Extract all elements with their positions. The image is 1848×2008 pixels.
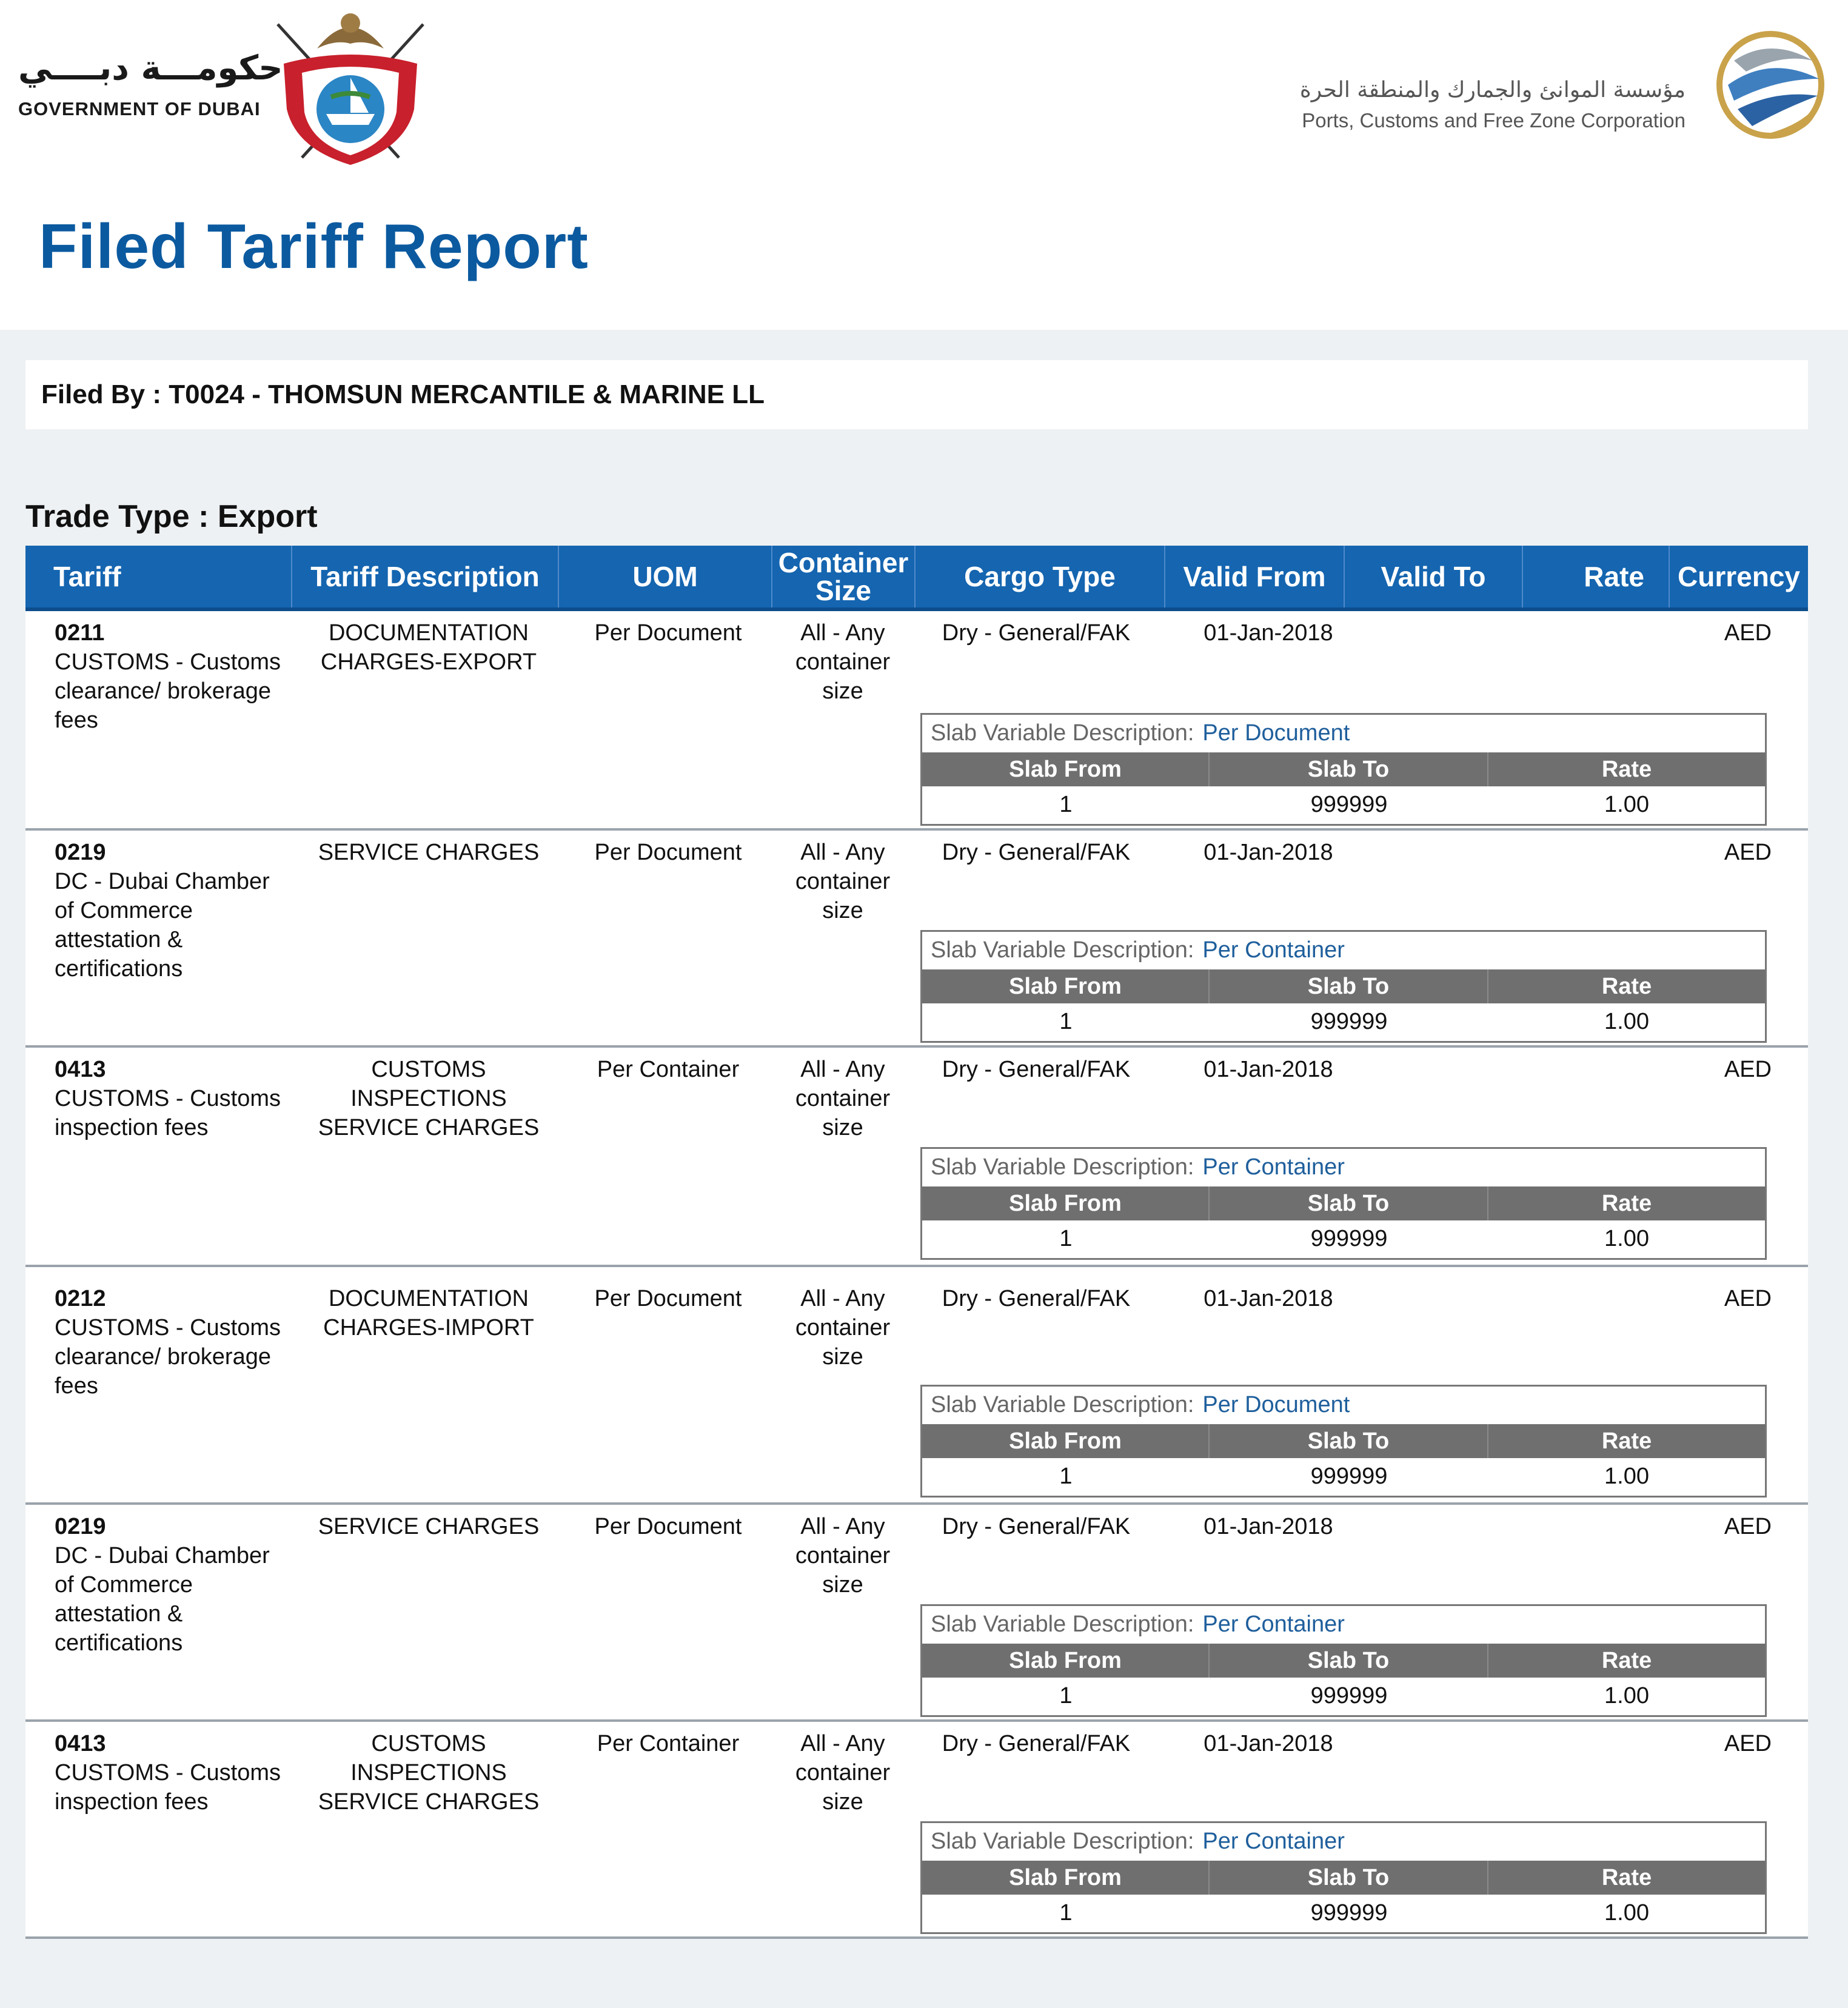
tariff-code: 0219 bbox=[55, 1514, 106, 1539]
slab-header-from: Slab From bbox=[922, 969, 1210, 1003]
container-size-line: size bbox=[822, 1344, 863, 1370]
valid-from: 01-Jan-2018 bbox=[1204, 620, 1333, 646]
tariff-description bbox=[310, 1512, 547, 1541]
description-line: SERVICE CHARGES bbox=[318, 840, 540, 865]
tariff-name-line: DC - Dubai Chamber bbox=[55, 869, 270, 894]
description-line: CUSTOMS bbox=[371, 1731, 486, 1756]
container-size bbox=[775, 1729, 911, 1816]
slab-from: 1 bbox=[1059, 1464, 1073, 1489]
description-line: DOCUMENTATION bbox=[328, 1286, 529, 1311]
slab-to: 999999 bbox=[1310, 792, 1388, 817]
description-line: CHARGES-EXPORT bbox=[320, 649, 537, 675]
table-body bbox=[25, 611, 1808, 1939]
table-row bbox=[25, 611, 1808, 831]
slab-from: 1 bbox=[1059, 792, 1073, 817]
tariff-code: 0219 bbox=[55, 840, 106, 865]
slab-header-rate: Rate bbox=[1601, 1648, 1652, 1673]
container-size-line: size bbox=[822, 1789, 863, 1815]
container-size-line: container bbox=[795, 649, 891, 675]
table-row bbox=[25, 1267, 1808, 1505]
description-line: CUSTOMS bbox=[371, 1057, 486, 1082]
slab-desc-value: Per Container bbox=[1202, 1154, 1345, 1180]
container-size-line: All - Any bbox=[800, 1731, 885, 1756]
container-size-line: size bbox=[822, 1572, 863, 1598]
currency-value: AED bbox=[1724, 840, 1772, 865]
tariff-name-line: CUSTOMS - Customs bbox=[55, 1760, 281, 1785]
slab-from: 1 bbox=[1059, 1900, 1073, 1926]
uom-value: Per Container bbox=[597, 1731, 740, 1756]
cargo-type: Dry - General/FAK bbox=[942, 620, 1131, 646]
container-size bbox=[775, 838, 911, 925]
header-cargo-type: Cargo Type bbox=[916, 546, 1165, 607]
description-line: SERVICE CHARGES bbox=[318, 1789, 540, 1815]
description-line: SERVICE CHARGES bbox=[318, 1115, 540, 1140]
header-rate: Rate bbox=[1523, 546, 1670, 607]
description-line: CHARGES-IMPORT bbox=[323, 1315, 534, 1340]
trade-type-heading: Trade Type : Export bbox=[25, 499, 318, 534]
slab-desc-label: Slab Variable Description: bbox=[931, 1392, 1194, 1417]
tariff-cell bbox=[55, 618, 297, 735]
tariff-name-line: of Commerce bbox=[55, 898, 193, 923]
slab-to: 999999 bbox=[1310, 1900, 1388, 1926]
slab-rate: 1.00 bbox=[1604, 1009, 1649, 1034]
slab-rate: 1.00 bbox=[1604, 1683, 1649, 1708]
description-line: INSPECTIONS bbox=[350, 1086, 507, 1111]
container-size-line: All - Any bbox=[800, 1057, 885, 1082]
description-line: SERVICE CHARGES bbox=[318, 1514, 540, 1539]
slab-variable-description bbox=[922, 1606, 1765, 1644]
tariff-name-line: certifications bbox=[55, 956, 183, 982]
globe-icon bbox=[1710, 24, 1831, 146]
tariff-name-line: attestation & bbox=[55, 1601, 183, 1627]
table-header bbox=[25, 546, 1808, 611]
tariff-name-line: CUSTOMS - Customs bbox=[55, 1086, 281, 1111]
uom-value: Per Document bbox=[594, 1514, 742, 1539]
tariff-cell bbox=[55, 1729, 297, 1816]
slab-variable-description bbox=[922, 1823, 1765, 1861]
slab-rate: 1.00 bbox=[1604, 1900, 1649, 1926]
slab-desc-value: Per Document bbox=[1202, 720, 1350, 746]
header-valid-from: Valid From bbox=[1165, 546, 1345, 607]
slab-desc-value: Per Container bbox=[1202, 937, 1345, 963]
government-of-dubai-logo bbox=[17, 6, 441, 170]
slab-header-from: Slab From bbox=[922, 1861, 1210, 1895]
slab-table bbox=[920, 1821, 1767, 1934]
slab-variable-description bbox=[922, 1149, 1765, 1186]
slab-desc-label: Slab Variable Description: bbox=[931, 1154, 1194, 1180]
uom-value: Per Document bbox=[594, 840, 742, 865]
container-size-line: container bbox=[795, 1315, 891, 1340]
slab-to: 999999 bbox=[1310, 1226, 1388, 1251]
tariff-name-line: attestation & bbox=[55, 927, 183, 952]
slab-header bbox=[922, 1424, 1765, 1458]
container-size bbox=[775, 1284, 911, 1371]
header-valid-to: Valid To bbox=[1345, 546, 1523, 607]
header-container-size bbox=[772, 546, 916, 607]
container-size-line: container bbox=[795, 1760, 891, 1785]
tariff-name-line: CUSTOMS - Customs bbox=[55, 1315, 281, 1340]
slab-row bbox=[922, 1458, 1765, 1494]
slab-to: 999999 bbox=[1310, 1464, 1388, 1489]
slab-header bbox=[922, 1186, 1765, 1220]
tariff-description bbox=[310, 1284, 547, 1342]
tariff-cell bbox=[55, 1512, 297, 1658]
slab-row bbox=[922, 1220, 1765, 1257]
slab-header-from: Slab From bbox=[922, 752, 1210, 786]
container-size-line: All - Any bbox=[800, 1286, 885, 1311]
container-size-line: size bbox=[822, 1115, 863, 1140]
slab-header-rate: Rate bbox=[1601, 1428, 1652, 1454]
container-size-line: container bbox=[795, 869, 891, 894]
slab-header-to: Slab To bbox=[1210, 752, 1488, 786]
container-size bbox=[775, 1055, 911, 1142]
valid-from: 01-Jan-2018 bbox=[1204, 840, 1333, 865]
valid-from: 01-Jan-2018 bbox=[1204, 1514, 1333, 1539]
container-size-line: size bbox=[822, 678, 863, 704]
tariff-name-line: certifications bbox=[55, 1630, 183, 1656]
slab-header-from: Slab From bbox=[922, 1186, 1210, 1220]
valid-from: 01-Jan-2018 bbox=[1204, 1286, 1333, 1311]
header-currency: Currency bbox=[1678, 561, 1800, 592]
cargo-type: Dry - General/FAK bbox=[942, 1286, 1131, 1311]
slab-header-from: Slab From bbox=[922, 1644, 1210, 1678]
slab-rate: 1.00 bbox=[1604, 1226, 1649, 1251]
table-row bbox=[25, 1048, 1808, 1267]
slab-desc-label: Slab Variable Description: bbox=[931, 937, 1194, 963]
slab-to: 999999 bbox=[1310, 1683, 1388, 1708]
tariff-code: 0413 bbox=[55, 1057, 106, 1082]
container-size-line: container bbox=[795, 1543, 891, 1568]
container-size-line: All - Any bbox=[800, 1514, 885, 1539]
currency-value: AED bbox=[1724, 1514, 1772, 1539]
slab-table bbox=[920, 930, 1767, 1043]
slab-header-to: Slab To bbox=[1210, 1861, 1488, 1895]
tariff-name-line: clearance/ brokerage bbox=[55, 1344, 271, 1370]
container-size-line: All - Any bbox=[800, 840, 885, 865]
tariff-name-line: fees bbox=[55, 1373, 98, 1399]
slab-row bbox=[922, 786, 1765, 823]
uom-value: Per Container bbox=[597, 1057, 740, 1082]
tariff-name-line: clearance/ brokerage bbox=[55, 678, 271, 704]
slab-rate: 1.00 bbox=[1604, 792, 1649, 817]
tariff-code: 0211 bbox=[55, 620, 105, 646]
slab-header-rate: Rate bbox=[1601, 974, 1652, 999]
container-size-line: All - Any bbox=[800, 620, 885, 646]
slab-desc-value: Per Container bbox=[1202, 1611, 1345, 1637]
page-title: Filed Tariff Report bbox=[39, 212, 589, 282]
currency-value: AED bbox=[1724, 1286, 1772, 1311]
slab-row bbox=[922, 1003, 1765, 1040]
slab-from: 1 bbox=[1059, 1226, 1073, 1251]
header-uom: UOM bbox=[559, 546, 772, 607]
currency-value: AED bbox=[1724, 1057, 1772, 1082]
slab-table bbox=[920, 1385, 1767, 1498]
currency-value: AED bbox=[1724, 1731, 1772, 1756]
slab-table bbox=[920, 713, 1767, 826]
slab-from: 1 bbox=[1059, 1683, 1073, 1708]
slab-header-rate: Rate bbox=[1601, 757, 1652, 782]
tariff-name-line: fees bbox=[55, 708, 98, 733]
slab-header-from: Slab From bbox=[922, 1424, 1210, 1458]
container-size bbox=[775, 1512, 911, 1599]
slab-desc-value: Per Document bbox=[1202, 1392, 1350, 1417]
tariff-code: 0212 bbox=[55, 1286, 106, 1311]
slab-row bbox=[922, 1678, 1765, 1714]
slab-to: 999999 bbox=[1310, 1009, 1388, 1034]
cargo-type: Dry - General/FAK bbox=[942, 1514, 1131, 1539]
tariff-cell bbox=[55, 1284, 297, 1401]
cargo-type: Dry - General/FAK bbox=[942, 840, 1131, 865]
container-size-line: size bbox=[822, 898, 863, 923]
slab-header-to: Slab To bbox=[1210, 1424, 1488, 1458]
pcfc-arabic-name: مؤسسة الموانئ والجمارك والمنطقة الحرة bbox=[1299, 78, 1686, 102]
description-line: INSPECTIONS bbox=[350, 1760, 507, 1785]
slab-header bbox=[922, 969, 1765, 1003]
tariff-name-line: CUSTOMS - Customs bbox=[55, 649, 281, 675]
header-tariff: Tariff bbox=[25, 546, 292, 607]
gov-arabic-name: حكومـــة دبــــي bbox=[18, 49, 283, 88]
slab-table bbox=[920, 1147, 1767, 1260]
tariff-name-line: of Commerce bbox=[55, 1572, 193, 1598]
tariff-description bbox=[310, 1055, 547, 1142]
slab-variable-description bbox=[922, 715, 1765, 752]
header-container-size-line1: Container bbox=[778, 547, 909, 578]
slab-header-rate: Rate bbox=[1601, 1191, 1652, 1216]
container-size bbox=[775, 618, 911, 706]
table-row bbox=[25, 1505, 1808, 1722]
pcfc-logo bbox=[1285, 24, 1831, 146]
gov-english-name: GOVERNMENT OF DUBAI bbox=[18, 98, 261, 119]
currency-value: AED bbox=[1724, 620, 1772, 646]
uom-value: Per Document bbox=[594, 620, 742, 646]
tariff-name-line: DC - Dubai Chamber bbox=[55, 1543, 270, 1568]
table-row bbox=[25, 831, 1808, 1048]
tariff-cell bbox=[55, 1055, 297, 1142]
header-description: Tariff Description bbox=[292, 546, 559, 607]
slab-header bbox=[922, 1644, 1765, 1678]
slab-header bbox=[922, 752, 1765, 786]
description-line: DOCUMENTATION bbox=[328, 620, 529, 646]
slab-row bbox=[922, 1895, 1765, 1931]
tariff-cell bbox=[55, 838, 297, 983]
slab-from: 1 bbox=[1059, 1009, 1073, 1034]
slab-variable-description bbox=[922, 1387, 1765, 1424]
slab-desc-label: Slab Variable Description: bbox=[931, 1611, 1194, 1637]
slab-desc-label: Slab Variable Description: bbox=[931, 1829, 1194, 1854]
slab-header-to: Slab To bbox=[1210, 1644, 1488, 1678]
tariff-name-line: inspection fees bbox=[55, 1115, 209, 1140]
tariff-code: 0413 bbox=[55, 1731, 106, 1756]
table-row bbox=[25, 1722, 1808, 1939]
cargo-type: Dry - General/FAK bbox=[942, 1057, 1131, 1082]
slab-desc-label: Slab Variable Description: bbox=[931, 720, 1194, 746]
slab-header-to: Slab To bbox=[1210, 1186, 1488, 1220]
uom-value: Per Document bbox=[594, 1286, 742, 1311]
container-size-line: container bbox=[795, 1086, 891, 1111]
slab-variable-description bbox=[922, 932, 1765, 969]
slab-table bbox=[920, 1604, 1767, 1717]
tariff-description bbox=[310, 618, 547, 677]
tariff-name-line: inspection fees bbox=[55, 1789, 209, 1815]
pcfc-english-name: Ports, Customs and Free Zone Corporation bbox=[1302, 109, 1686, 132]
valid-from: 01-Jan-2018 bbox=[1204, 1057, 1333, 1082]
slab-desc-value: Per Container bbox=[1202, 1829, 1345, 1854]
cargo-type: Dry - General/FAK bbox=[942, 1731, 1131, 1756]
slab-header-to: Slab To bbox=[1210, 969, 1488, 1003]
tariff-table bbox=[25, 546, 1808, 1939]
dubai-emblem-icon bbox=[259, 6, 441, 170]
slab-rate: 1.00 bbox=[1604, 1464, 1649, 1489]
filed-by-panel: Filed By : T0024 - THOMSUN MERCANTILE & MARINE LL bbox=[25, 360, 1808, 429]
slab-header-rate: Rate bbox=[1601, 1865, 1652, 1890]
valid-from: 01-Jan-2018 bbox=[1204, 1731, 1333, 1756]
tariff-description bbox=[310, 838, 547, 867]
tariff-description bbox=[310, 1729, 547, 1816]
slab-header bbox=[922, 1861, 1765, 1895]
header-container-size-line2: Size bbox=[815, 575, 872, 606]
